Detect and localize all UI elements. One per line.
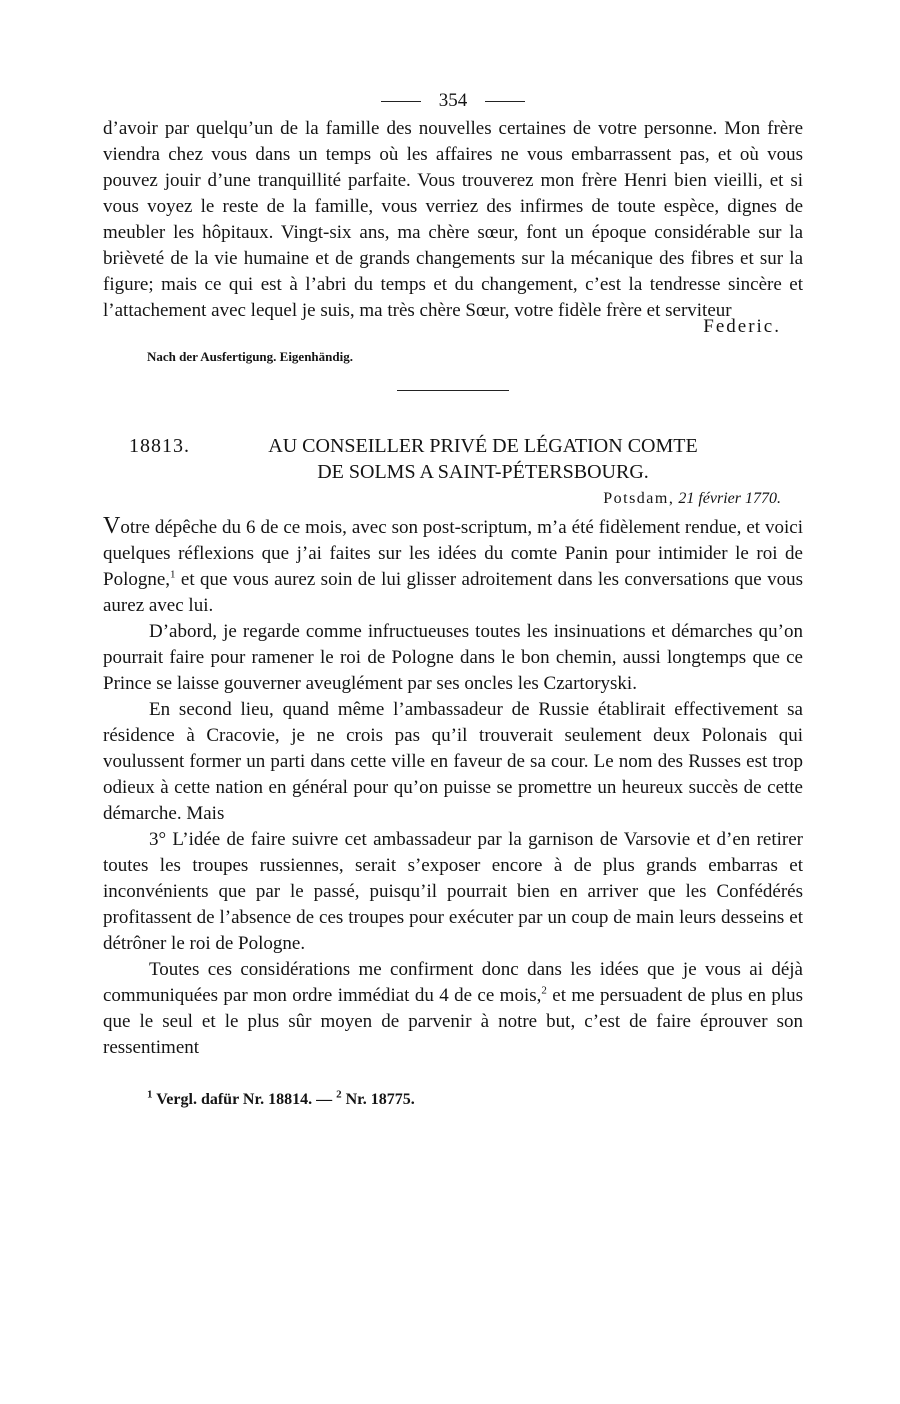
page-header [103, 86, 803, 116]
document-title-line-1: AU CONSEILLER PRIVÉ DE LÉGATION COMTE [268, 435, 698, 457]
document-title-line-2: DE SOLMS A SAINT-PÉTERSBOURG. [317, 461, 649, 483]
page-number: 354 [438, 90, 468, 111]
footnote-1-text: Vergl. dafür Nr. 18814. — [156, 1091, 333, 1108]
footnotes [147, 1088, 803, 1109]
paragraph-3: En second lieu, quand même l’ambassadeur de Russie établirait effectivement sa résidence à Cracovie, je ne crois pas qu’il trouverait seulement deux Polonais qui voulussent former un parti dans cette ville en faveur de sa cour. Le nom des Russes est trop odieux à cette nation en général pour qu’on puisse se promettre un heureux succès de cette démarche. Mais [103, 699, 803, 824]
footnote-ref-1: 1 [170, 568, 176, 581]
dateline-date: 21 février 1770. [678, 490, 781, 507]
source-note: Nach der Ausfertigung. Eigenhändig. [147, 349, 353, 364]
paragraph-1 [103, 513, 803, 619]
paragraph-2: D’abord, je regarde comme infructueuses toutes les insinuations et démarches qu’on pourrait faire pour ramener le roi de Pologne dans le bon chemin, aussi longtemps que ce Prince se laisse gouverner aveuglément par ses oncles les Czartoryski. [103, 621, 803, 694]
paragraph-5-text-a: Toutes ces considérations me confirment donc dans les idées que je vous ai déjà communiquées par mon ordre immédiat du 4 de ce mois, [103, 959, 803, 1006]
document-heading [103, 433, 803, 485]
paragraph-4: 3° L’idée de faire suivre cet ambassadeur par la garnison de Varsovie et d’en retirer toutes les troupes russiennes, serait s’exposer encore à de plus grands embarras et inconvénients que par le passé, puisqu’il pourrait bien en arriver que les Confédérés profitassent de l’absence de ces troupes pour exécuter par un coup de main leurs desseins et détrôner le roi de Pologne. [103, 829, 803, 954]
signature: Federic. [703, 316, 781, 337]
paragraph-5-text-b: et me persuadent de plus en plus que le seul et le plus sûr moyen de parvenir à notre but, c’est de faire éprouver son ressentiment [103, 985, 803, 1058]
paragraph-1-text-b: et que vous aurez soin de lui glisser adroitement dans les conversations que vous aurez avec lui. [103, 569, 803, 616]
section-separator [397, 390, 509, 391]
footnote-2-text: Nr. 18775. [345, 1091, 415, 1108]
footnote-mark-2: 2 [336, 1088, 342, 1101]
continued-letter-paragraph: d’avoir par quelqu’un de la famille des nouvelles certaines de votre personne. Mon frère viendra chez vous dans un temps où les affaires ne vous embarrassent pas, et où vous pouvez jouir d’une tranquillité parfaite. Vous trouverez mon frère Henri bien vieilli, et si vous voyez le reste de la famille, vous verriez des infirmes de toute espèce, dignes de meubler les hôpitaux. Vingt-six ans, ma chère sœur, font un époque considérable sur la brièveté de la vie humaine et de grands changements sur la mécanique des fibres et sur la figure; mais ce qui est à l’abri du temps et du changement, c’est la tendresse sincère et l’attachement avec lequel je suis, ma très chère Sœur, votre fidèle frère et serviteur [103, 118, 803, 321]
document-number: 18813. [129, 435, 190, 457]
book-page [103, 86, 803, 1109]
closing-row [103, 316, 803, 346]
header-rule-right [485, 101, 525, 102]
paragraph-5 [103, 957, 803, 1061]
header-rule-left [381, 101, 421, 102]
paragraph-1-text-a: otre dépêche du 6 de ce mois, avec son post-scriptum, m’a été fidèlement rendue, et voici quelques réflexions que j’ai faites sur les idées du comte Panin pour intimider le roi de Pologne, [103, 517, 803, 590]
dateline [103, 485, 781, 513]
footnote-ref-2: 2 [541, 984, 547, 997]
footnote-mark-1: 1 [147, 1088, 153, 1101]
paragraph-1-initial: V [103, 513, 121, 539]
dateline-place: Potsdam, [603, 490, 675, 507]
